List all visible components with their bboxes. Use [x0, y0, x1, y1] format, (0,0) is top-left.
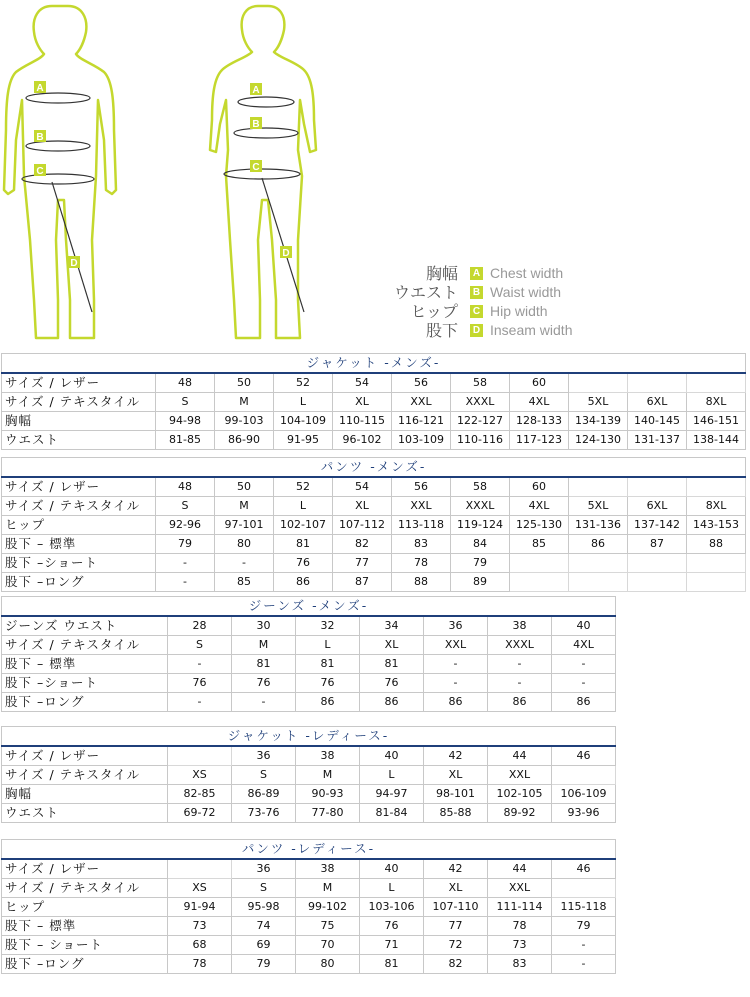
- size-cell: L: [296, 636, 360, 655]
- size-cell: 82: [424, 955, 488, 974]
- size-cell: 103-109: [392, 431, 451, 450]
- size-cell: 85-88: [424, 804, 488, 823]
- size-cell: 86: [424, 693, 488, 712]
- size-cell: 5XL: [569, 497, 628, 516]
- size-cell: 82: [333, 535, 392, 554]
- size-cell: 81-84: [360, 804, 424, 823]
- size-cell: M: [232, 636, 296, 655]
- table-row: [2, 373, 746, 393]
- table-row: [2, 879, 616, 898]
- row-label: サイズ / レザー: [2, 477, 156, 497]
- table-row: [2, 859, 616, 879]
- size-cell: L: [274, 497, 333, 516]
- legend-jp-label: ヒップ: [410, 302, 458, 321]
- table-title: パンツ -メンズ-: [2, 458, 746, 478]
- table-row: [2, 804, 616, 823]
- size-cell: L: [360, 879, 424, 898]
- size-cell: 34: [360, 616, 424, 636]
- size-cell: 36: [232, 746, 296, 766]
- size-cell: -: [168, 693, 232, 712]
- size-cell: [569, 554, 628, 573]
- size-cell: 73: [168, 917, 232, 936]
- size-cell: 128-133: [510, 412, 569, 431]
- size-cell: XL: [360, 636, 424, 655]
- row-label: サイズ / テキスタイル: [2, 766, 168, 785]
- table-row: [2, 674, 616, 693]
- size-cell: S: [156, 497, 215, 516]
- size-cell: 86: [296, 693, 360, 712]
- size-cell: 125-130: [510, 516, 569, 535]
- size-cell: 107-110: [424, 898, 488, 917]
- size-cell: 140-145: [628, 412, 687, 431]
- legend-en-label: Chest width: [490, 265, 564, 281]
- size-cell: 81: [360, 655, 424, 674]
- table-row: [2, 785, 616, 804]
- marker-d-male: D: [70, 258, 78, 269]
- size-cell: [168, 859, 232, 879]
- size-cell: 58: [451, 477, 510, 497]
- size-cell: [628, 477, 687, 497]
- size-cell: 54: [333, 373, 392, 393]
- jacket-women-table: [1, 726, 616, 823]
- size-cell: -: [156, 554, 215, 573]
- size-cell: 78: [168, 955, 232, 974]
- size-cell: 83: [488, 955, 552, 974]
- size-cell: S: [232, 766, 296, 785]
- size-cell: 106-109: [552, 785, 616, 804]
- size-cell: 86: [274, 573, 333, 592]
- size-cell: 40: [360, 746, 424, 766]
- size-cell: 36: [232, 859, 296, 879]
- size-cell: 78: [488, 917, 552, 936]
- row-label: 股下 – 標準: [2, 535, 156, 554]
- size-cell: [510, 573, 569, 592]
- size-cell: 99-102: [296, 898, 360, 917]
- size-cell: M: [296, 766, 360, 785]
- size-cell: 69-72: [168, 804, 232, 823]
- size-cell: 116-121: [392, 412, 451, 431]
- size-cell: 79: [552, 917, 616, 936]
- size-cell: 72: [424, 936, 488, 955]
- size-cell: 119-124: [451, 516, 510, 535]
- size-cell: -: [552, 936, 616, 955]
- size-cell: 131-137: [628, 431, 687, 450]
- legend-badge: B: [470, 286, 483, 299]
- size-cell: S: [232, 879, 296, 898]
- size-cell: 98-101: [424, 785, 488, 804]
- size-cell: 104-109: [274, 412, 333, 431]
- size-cell: [510, 554, 569, 573]
- size-cell: -: [552, 655, 616, 674]
- size-cell: 87: [628, 535, 687, 554]
- size-cell: 28: [168, 616, 232, 636]
- size-cell: XL: [333, 393, 392, 412]
- marker-a-female: A: [252, 85, 260, 96]
- table-title: ジャケット -レディース-: [2, 727, 616, 747]
- size-cell: M: [296, 879, 360, 898]
- size-cell: 4XL: [510, 393, 569, 412]
- size-cell: 48: [156, 477, 215, 497]
- size-cell: 86: [569, 535, 628, 554]
- size-cell: XXL: [488, 879, 552, 898]
- size-cell: -: [215, 554, 274, 573]
- table-row: [2, 746, 616, 766]
- row-label: サイズ / テキスタイル: [2, 879, 168, 898]
- size-cell: XS: [168, 879, 232, 898]
- table-row: [2, 936, 616, 955]
- size-cell: 117-123: [510, 431, 569, 450]
- table-row: [2, 497, 746, 516]
- table-row: [2, 917, 616, 936]
- size-cell: S: [168, 636, 232, 655]
- legend-badge: A: [470, 267, 483, 280]
- size-cell: 115-118: [552, 898, 616, 917]
- size-cell: 81: [296, 655, 360, 674]
- size-cell: 110-116: [451, 431, 510, 450]
- size-cell: 4XL: [510, 497, 569, 516]
- size-cell: 32: [296, 616, 360, 636]
- table-row: [2, 412, 746, 431]
- row-label: サイズ / テキスタイル: [2, 393, 156, 412]
- size-cell: 93-96: [552, 804, 616, 823]
- size-cell: 81-85: [156, 431, 215, 450]
- size-cell: [552, 766, 616, 785]
- row-label: ヒップ: [2, 516, 156, 535]
- legend-item-chest: [392, 264, 592, 283]
- table-row: [2, 693, 616, 712]
- size-cell: XXXL: [451, 497, 510, 516]
- pants-women-table: [1, 839, 616, 974]
- size-cell: 94-98: [156, 412, 215, 431]
- size-cell: 113-118: [392, 516, 451, 535]
- size-cell: [687, 373, 746, 393]
- size-cell: 76: [360, 917, 424, 936]
- size-cell: 71: [360, 936, 424, 955]
- size-cell: L: [360, 766, 424, 785]
- size-cell: 97-101: [215, 516, 274, 535]
- size-cell: [687, 477, 746, 497]
- size-cell: XL: [333, 497, 392, 516]
- size-cell: 79: [232, 955, 296, 974]
- size-cell: [569, 573, 628, 592]
- legend-badge: C: [470, 305, 483, 318]
- size-cell: 92-96: [156, 516, 215, 535]
- jeans-men-table: [1, 596, 616, 712]
- size-cell: 38: [296, 859, 360, 879]
- size-cell: 81: [232, 655, 296, 674]
- measurement-legend: [392, 264, 592, 340]
- table-row: [2, 393, 746, 412]
- size-cell: 102-105: [488, 785, 552, 804]
- size-cell: -: [424, 655, 488, 674]
- jacket-men-table: [1, 353, 746, 450]
- size-cell: -: [488, 674, 552, 693]
- legend-item-waist: [392, 283, 592, 302]
- size-cell: [628, 554, 687, 573]
- size-cell: 138-144: [687, 431, 746, 450]
- size-cell: M: [215, 393, 274, 412]
- table-title: ジャケット -メンズ-: [2, 354, 746, 374]
- size-cell: 122-127: [451, 412, 510, 431]
- size-cell: 88: [687, 535, 746, 554]
- table-row: [2, 766, 616, 785]
- size-cell: 6XL: [628, 497, 687, 516]
- size-cell: 52: [274, 477, 333, 497]
- size-cell: 58: [451, 373, 510, 393]
- size-cell: 50: [215, 477, 274, 497]
- row-label: サイズ / テキスタイル: [2, 497, 156, 516]
- size-cell: XXL: [392, 497, 451, 516]
- pants-men-table: [1, 457, 746, 592]
- legend-en-label: Inseam width: [490, 322, 573, 338]
- size-cell: [168, 746, 232, 766]
- size-cell: XL: [424, 879, 488, 898]
- size-cell: 70: [296, 936, 360, 955]
- size-cell: 85: [510, 535, 569, 554]
- legend-en-label: Waist width: [490, 284, 562, 300]
- row-label: 胸幅: [2, 412, 156, 431]
- size-cell: 60: [510, 477, 569, 497]
- size-cell: 95-98: [232, 898, 296, 917]
- size-cell: 86: [552, 693, 616, 712]
- size-cell: 111-114: [488, 898, 552, 917]
- size-cell: 131-136: [569, 516, 628, 535]
- row-label: サイズ / レザー: [2, 746, 168, 766]
- size-cell: 30: [232, 616, 296, 636]
- size-cell: 79: [451, 554, 510, 573]
- size-cell: 81: [274, 535, 333, 554]
- size-cell: 86-90: [215, 431, 274, 450]
- legend-jp-label: ウエスト: [393, 283, 458, 302]
- table-row: [2, 655, 616, 674]
- size-cell: 73-76: [232, 804, 296, 823]
- size-cell: 91-94: [168, 898, 232, 917]
- size-cell: 75: [296, 917, 360, 936]
- size-cell: 146-151: [687, 412, 746, 431]
- size-cell: 78: [392, 554, 451, 573]
- row-label: ウエスト: [2, 431, 156, 450]
- size-cell: S: [156, 393, 215, 412]
- size-cell: 46: [552, 859, 616, 879]
- size-cell: 76: [168, 674, 232, 693]
- size-cell: 73: [488, 936, 552, 955]
- size-cell: 44: [488, 746, 552, 766]
- size-cell: [628, 373, 687, 393]
- size-cell: XXL: [488, 766, 552, 785]
- size-cell: [569, 373, 628, 393]
- row-label: 股下 –ショート: [2, 554, 156, 573]
- row-label: 股下 –ロング: [2, 693, 168, 712]
- table-row: [2, 898, 616, 917]
- row-label: サイズ / レザー: [2, 859, 168, 879]
- size-cell: 42: [424, 746, 488, 766]
- size-cell: 91-95: [274, 431, 333, 450]
- size-cell: 124-130: [569, 431, 628, 450]
- size-cell: -: [156, 573, 215, 592]
- size-cell: 94-97: [360, 785, 424, 804]
- row-label: 股下 –ロング: [2, 573, 156, 592]
- table-row: [2, 431, 746, 450]
- size-cell: 86-89: [232, 785, 296, 804]
- size-cell: 134-139: [569, 412, 628, 431]
- size-cell: 80: [215, 535, 274, 554]
- size-cell: 86: [488, 693, 552, 712]
- size-cell: 60: [510, 373, 569, 393]
- size-cell: 4XL: [552, 636, 616, 655]
- size-cell: 8XL: [687, 497, 746, 516]
- size-cell: 137-142: [628, 516, 687, 535]
- size-cell: 110-115: [333, 412, 392, 431]
- size-cell: -: [424, 674, 488, 693]
- row-label: サイズ / テキスタイル: [2, 636, 168, 655]
- legend-badge: D: [470, 324, 483, 337]
- table-row: [2, 516, 746, 535]
- size-cell: 38: [488, 616, 552, 636]
- row-label: ヒップ: [2, 898, 168, 917]
- size-cell: 83: [392, 535, 451, 554]
- size-cell: 74: [232, 917, 296, 936]
- body-measurement-figure: [0, 0, 750, 350]
- size-cell: 68: [168, 936, 232, 955]
- size-cell: 69: [232, 936, 296, 955]
- size-cell: 102-107: [274, 516, 333, 535]
- legend-jp-label: 胸幅: [425, 264, 458, 283]
- size-cell: 84: [451, 535, 510, 554]
- table-row: [2, 554, 746, 573]
- size-cell: 56: [392, 373, 451, 393]
- size-cell: 56: [392, 477, 451, 497]
- table-row: [2, 955, 616, 974]
- row-label: サイズ / レザー: [2, 373, 156, 393]
- size-cell: 5XL: [569, 393, 628, 412]
- table-row: [2, 535, 746, 554]
- size-cell: XXL: [424, 636, 488, 655]
- size-cell: 77: [424, 917, 488, 936]
- size-cell: XXL: [392, 393, 451, 412]
- row-label: ウエスト: [2, 804, 168, 823]
- marker-c-female: C: [252, 162, 260, 173]
- size-cell: 38: [296, 746, 360, 766]
- male-silhouette: [4, 6, 116, 338]
- row-label: ジーンズ ウエスト: [2, 616, 168, 636]
- marker-d-female: D: [282, 248, 290, 259]
- size-cell: 40: [360, 859, 424, 879]
- size-cell: XXXL: [488, 636, 552, 655]
- size-cell: 76: [232, 674, 296, 693]
- size-cell: [569, 477, 628, 497]
- size-cell: 82-85: [168, 785, 232, 804]
- legend-jp-label: 股下: [425, 321, 458, 340]
- row-label: 股下 –ショート: [2, 674, 168, 693]
- size-cell: 46: [552, 746, 616, 766]
- size-cell: 87: [333, 573, 392, 592]
- size-cell: -: [552, 674, 616, 693]
- size-cell: 88: [392, 573, 451, 592]
- size-cell: 54: [333, 477, 392, 497]
- size-cell: 96-102: [333, 431, 392, 450]
- table-row: [2, 616, 616, 636]
- size-cell: -: [232, 693, 296, 712]
- size-cell: 50: [215, 373, 274, 393]
- row-label: 胸幅: [2, 785, 168, 804]
- size-cell: 6XL: [628, 393, 687, 412]
- size-cell: 89: [451, 573, 510, 592]
- size-cell: 36: [424, 616, 488, 636]
- legend-item-hip: [392, 302, 592, 321]
- size-cell: 103-106: [360, 898, 424, 917]
- size-cell: 85: [215, 573, 274, 592]
- legend-en-label: Hip width: [490, 303, 548, 319]
- size-cell: -: [168, 655, 232, 674]
- size-cell: 8XL: [687, 393, 746, 412]
- size-cell: -: [552, 955, 616, 974]
- marker-b-female: B: [252, 119, 260, 130]
- size-cell: 107-112: [333, 516, 392, 535]
- size-cell: XS: [168, 766, 232, 785]
- table-row: [2, 477, 746, 497]
- size-cell: 52: [274, 373, 333, 393]
- size-cell: 42: [424, 859, 488, 879]
- size-cell: 76: [296, 674, 360, 693]
- size-cell: [628, 573, 687, 592]
- size-cell: 79: [156, 535, 215, 554]
- size-cell: [687, 554, 746, 573]
- size-cell: [552, 879, 616, 898]
- row-label: 股下 – 標準: [2, 917, 168, 936]
- size-cell: 48: [156, 373, 215, 393]
- row-label: 股下 –ロング: [2, 955, 168, 974]
- table-row: [2, 573, 746, 592]
- size-cell: [687, 573, 746, 592]
- table-row: [2, 636, 616, 655]
- size-cell: 77: [333, 554, 392, 573]
- marker-b-male: B: [36, 132, 44, 143]
- size-cell: 77-80: [296, 804, 360, 823]
- size-cell: 86: [360, 693, 424, 712]
- size-cell: 76: [360, 674, 424, 693]
- table-title: ジーンズ -メンズ-: [2, 597, 616, 617]
- size-cell: -: [488, 655, 552, 674]
- size-cell: 89-92: [488, 804, 552, 823]
- size-cell: L: [274, 393, 333, 412]
- size-cell: 90-93: [296, 785, 360, 804]
- table-title: パンツ -レディース-: [2, 840, 616, 860]
- size-cell: XL: [424, 766, 488, 785]
- size-cell: 99-103: [215, 412, 274, 431]
- marker-a-male: A: [36, 83, 44, 94]
- row-label: 股下 – 標準: [2, 655, 168, 674]
- size-cell: M: [215, 497, 274, 516]
- size-cell: XXXL: [451, 393, 510, 412]
- size-cell: 76: [274, 554, 333, 573]
- size-cell: 44: [488, 859, 552, 879]
- legend-item-inseam: [392, 321, 592, 340]
- size-cell: 40: [552, 616, 616, 636]
- size-cell: 81: [360, 955, 424, 974]
- size-cell: 143-153: [687, 516, 746, 535]
- marker-c-male: C: [36, 166, 44, 177]
- size-cell: 80: [296, 955, 360, 974]
- row-label: 股下 – ショート: [2, 936, 168, 955]
